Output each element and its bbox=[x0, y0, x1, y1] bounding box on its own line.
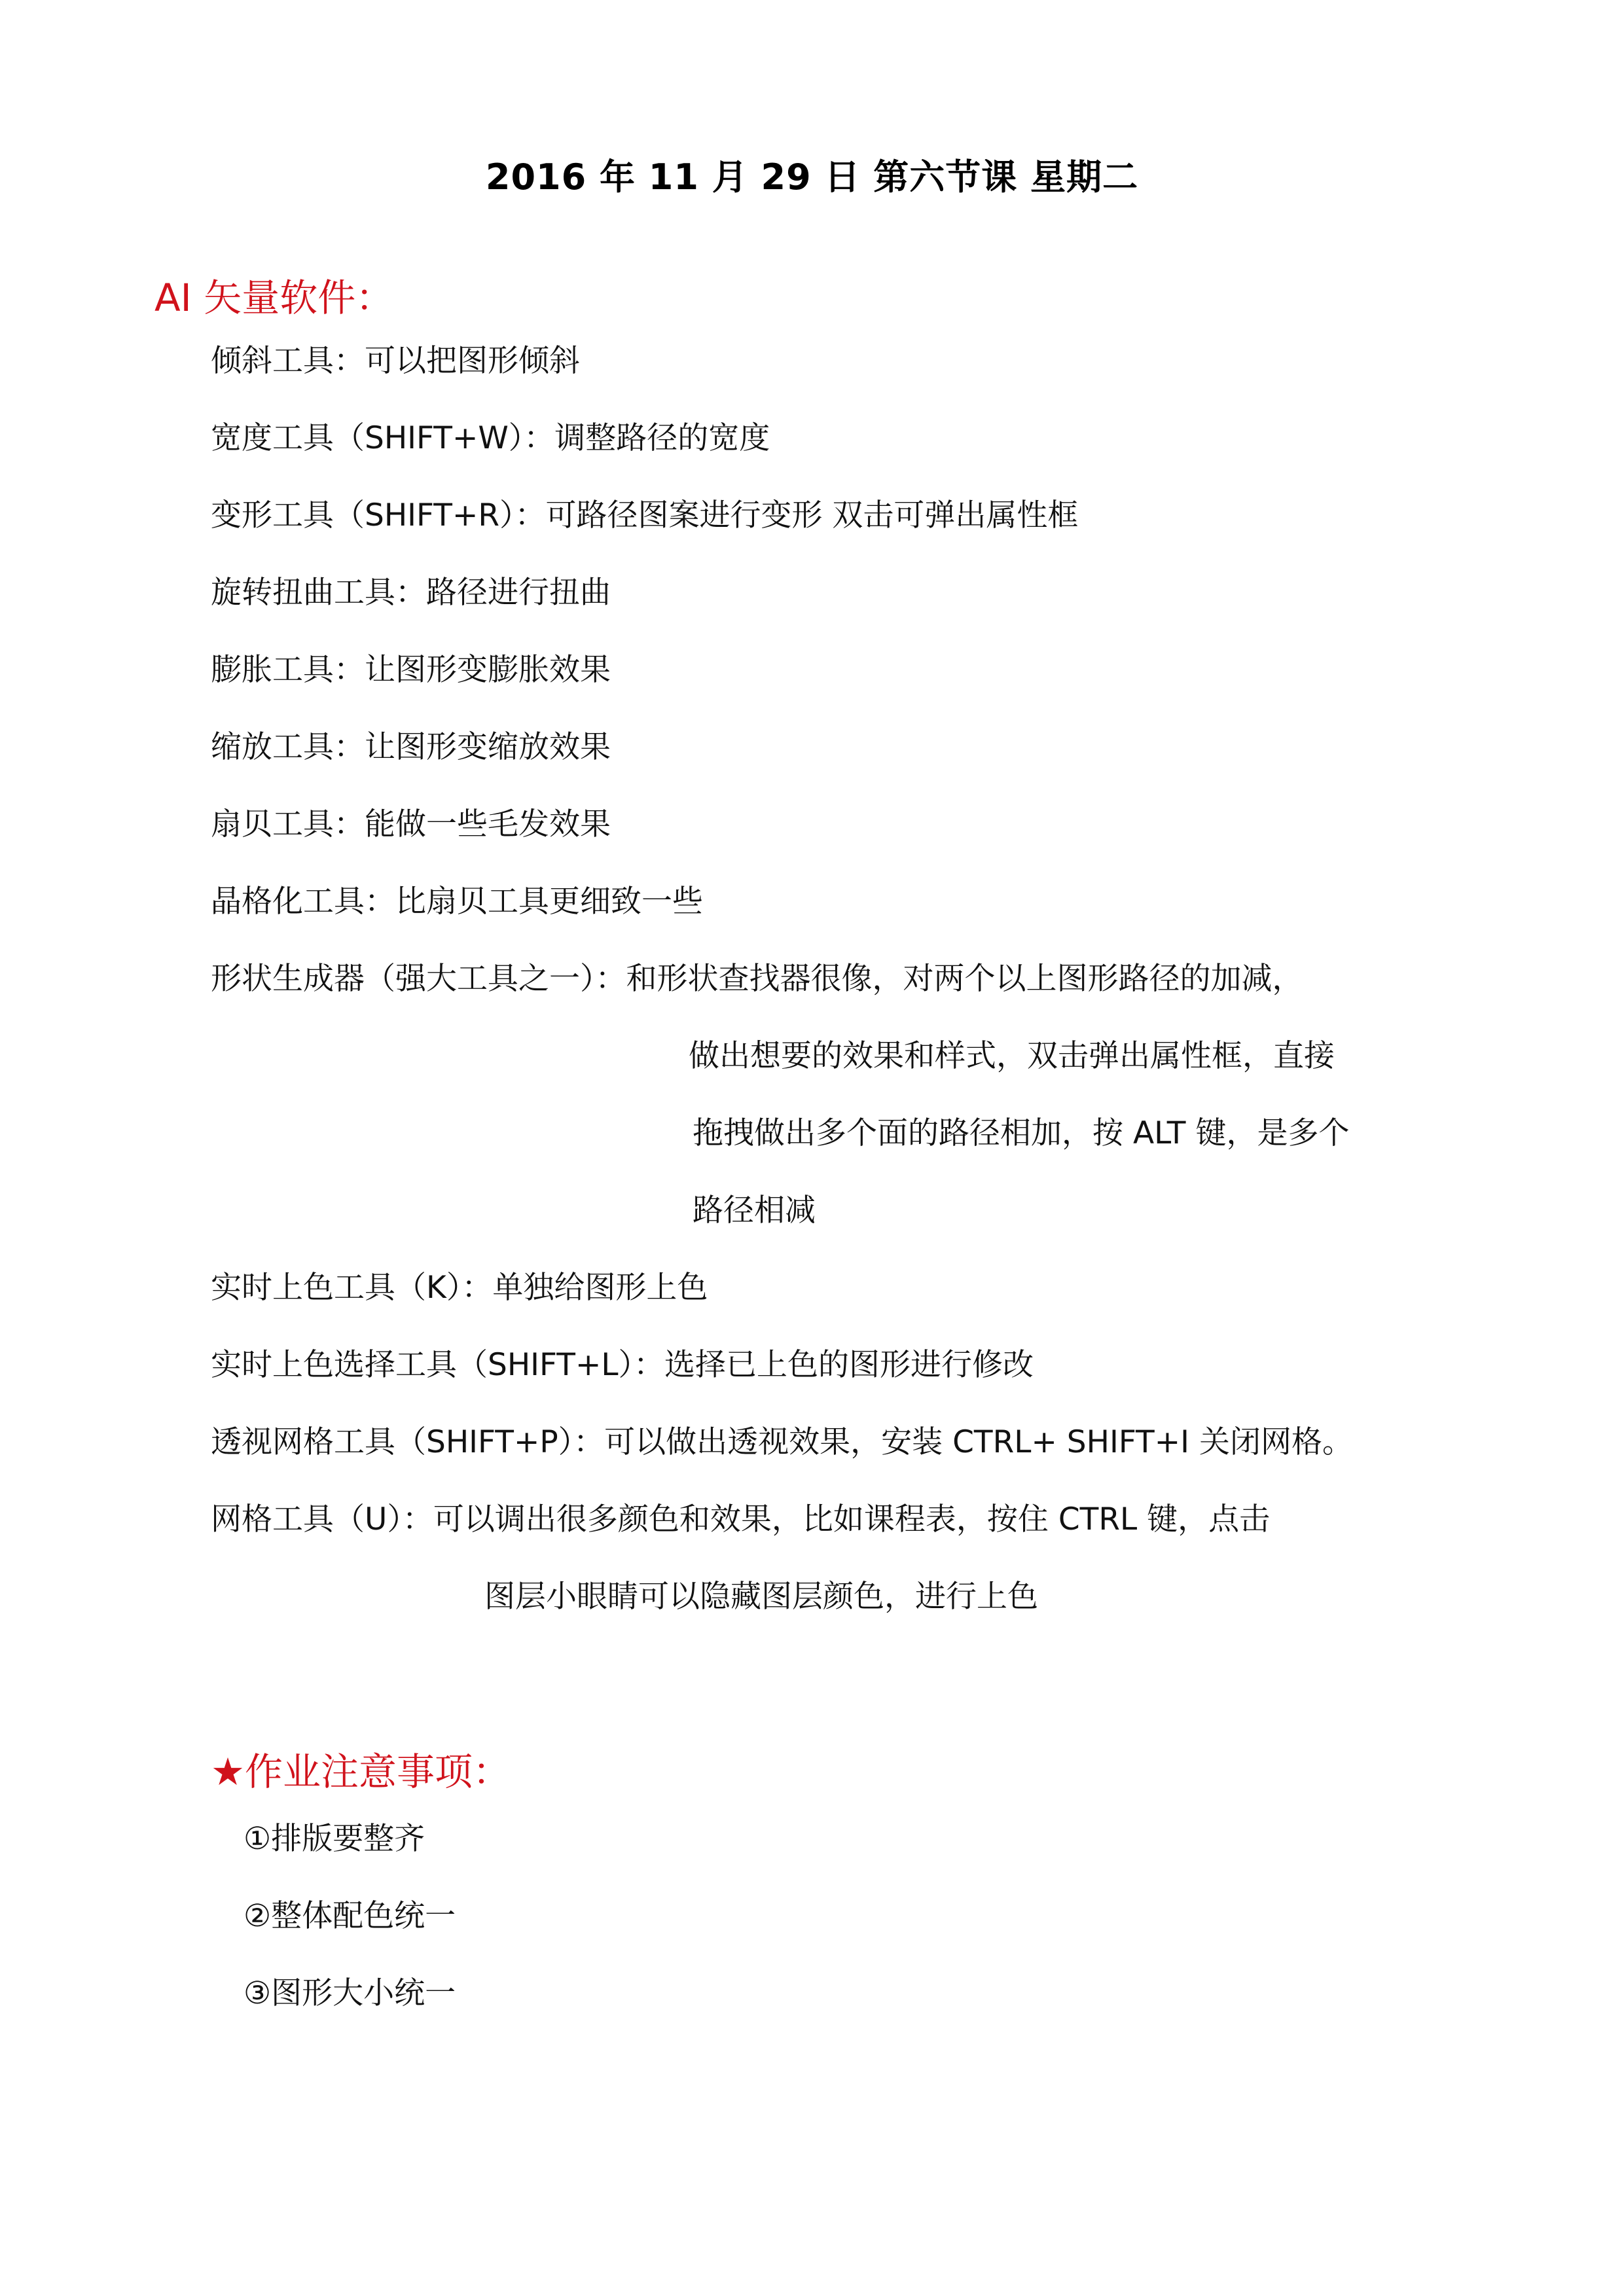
homework-item: ②整体配色统一 bbox=[244, 1898, 456, 1934]
section-heading-homework-notes bbox=[211, 1741, 511, 1796]
list-item: 膨胀工具：让图形变膨胀效果 bbox=[211, 652, 611, 688]
list-item: 扇贝工具：能做一些毛发效果 bbox=[211, 806, 611, 842]
list-item: 宽度工具（SHIFT+W）：调整路径的宽度 bbox=[211, 420, 770, 456]
list-item: 旋转扭曲工具：路径进行扭曲 bbox=[211, 575, 611, 611]
list-item: 透视网格工具（SHIFT+P）：可以做出透视效果，安装 CTRL+ SHIFT+I 关闭网格。 bbox=[211, 1424, 1353, 1460]
page-title: 2016 年 11 月 29 日 第六节课 星期二 bbox=[485, 156, 1139, 198]
list-item: 倾斜工具：可以把图形倾斜 bbox=[211, 343, 580, 379]
homework-item: ③图形大小统一 bbox=[244, 1975, 456, 2011]
list-item-continuation: 图层小眼睛可以隐藏图层颜色，进行上色 bbox=[484, 1579, 1038, 1615]
list-item: 形状生成器（强大工具之一）：和形状查找器很像，对两个以上图形路径的加减， bbox=[211, 961, 1303, 997]
section-heading-ai-vector-software: AI 矢量软件： bbox=[154, 276, 394, 320]
homework-heading-text: 作业注意事项： bbox=[245, 1749, 511, 1794]
list-item: 变形工具（SHIFT+R）：可路径图案进行变形 双击可弹出属性框 bbox=[211, 497, 1079, 533]
star-icon: ★ bbox=[211, 1749, 245, 1794]
list-item: 实时上色选择工具（SHIFT+L）：选择已上色的图形进行修改 bbox=[211, 1347, 1034, 1383]
list-item: 晶格化工具：比扇贝工具更细致一些 bbox=[211, 884, 703, 920]
list-item-continuation: 路径相减 bbox=[693, 1193, 816, 1229]
list-item: 实时上色工具（K）：单独给图形上色 bbox=[211, 1270, 708, 1306]
list-item: 网格工具（U）：可以调出很多颜色和效果，比如课程表，按住 CTRL 键，点击 bbox=[211, 1501, 1271, 1537]
homework-item: ①排版要整齐 bbox=[244, 1821, 425, 1857]
list-item-continuation: 做出想要的效果和样式，双击弹出属性框，直接 bbox=[689, 1038, 1335, 1074]
list-item: 缩放工具：让图形变缩放效果 bbox=[211, 729, 611, 765]
list-item-continuation: 拖拽做出多个面的路径相加，按 ALT 键，是多个 bbox=[693, 1115, 1350, 1151]
